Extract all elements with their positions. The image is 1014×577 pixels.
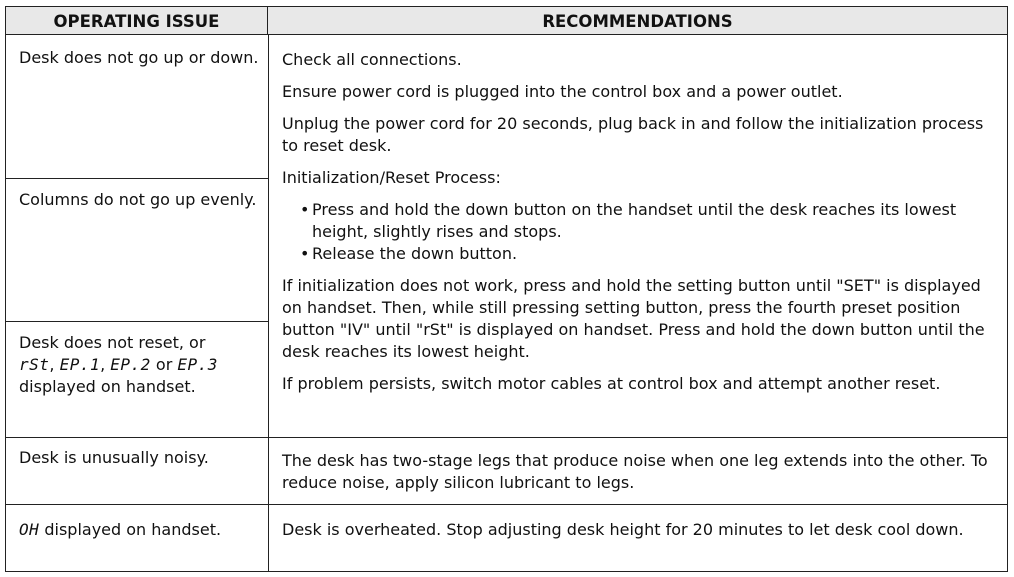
column-divider	[268, 35, 269, 571]
row-divider	[6, 321, 268, 322]
code-ep1: EP.1	[59, 355, 101, 374]
rec-bullet-press-hold: • Press and hold the down button on the handset until the desk reaches its lowest height, slightly rises and stops.	[282, 199, 1004, 243]
recommendations-block	[282, 49, 1004, 405]
rec-power-cord: Ensure power cord is plugged into the control box and a power outlet.	[282, 82, 843, 101]
rec-unplug: Unplug the power cord for 20 seconds, plug back in and follow the initialization process to reset desk.	[282, 114, 984, 155]
header-recommendations: RECOMMENDATIONS	[268, 7, 1007, 35]
rec-overheat: Desk is overheated. Stop adjusting desk height for 20 minutes to let desk cool down.	[282, 520, 964, 539]
header-operating-issue: OPERATING ISSUE	[6, 7, 268, 35]
issue-not-reset-suffix: displayed on handset.	[19, 377, 196, 396]
issue-overheat-text: displayed on handset.	[39, 520, 222, 539]
code-oh: OH	[19, 520, 40, 539]
or-text: or	[150, 355, 178, 374]
row-divider	[6, 178, 268, 179]
code-rst: rSt	[19, 355, 50, 374]
separator: ,	[49, 355, 60, 374]
rec-check-connections: Check all connections.	[282, 50, 462, 69]
rec-noise: The desk has two-stage legs that produce noise when one leg extends into the other. To reduce noise, apply silicon lubricant to legs.	[282, 451, 988, 492]
issue-not-reset-text: Desk does not reset, or	[19, 333, 206, 352]
rec-bullet-release: • Release the down button.	[282, 243, 1004, 265]
code-ep3: EP.3	[177, 355, 218, 374]
issue-noisy: Desk is unusually noisy.	[19, 448, 209, 467]
row-divider	[6, 437, 1007, 438]
issue-not-up-down: Desk does not go up or down.	[19, 48, 259, 67]
row-divider	[6, 504, 1007, 505]
issue-columns-uneven: Columns do not go up evenly.	[19, 190, 257, 209]
rec-reset-heading: Initialization/Reset Process:	[282, 168, 501, 187]
rec-switch-cables: If problem persists, switch motor cables at control box and attempt another reset.	[282, 374, 941, 393]
separator: ,	[100, 355, 111, 374]
troubleshooting-table	[5, 6, 1008, 572]
issue-not-reset	[19, 332, 259, 398]
code-ep2: EP.2	[110, 355, 151, 374]
rec-if-init-fails: If initialization does not work, press and hold the setting button until "SET" is displayed on handset. Then, while still pressing setting button, press the fourth preset position button "IV" until "rSt" is displayed on handset. Press and hold the down button until the desk reaches its lowest height.	[282, 276, 985, 361]
issue-overheat	[19, 519, 259, 541]
